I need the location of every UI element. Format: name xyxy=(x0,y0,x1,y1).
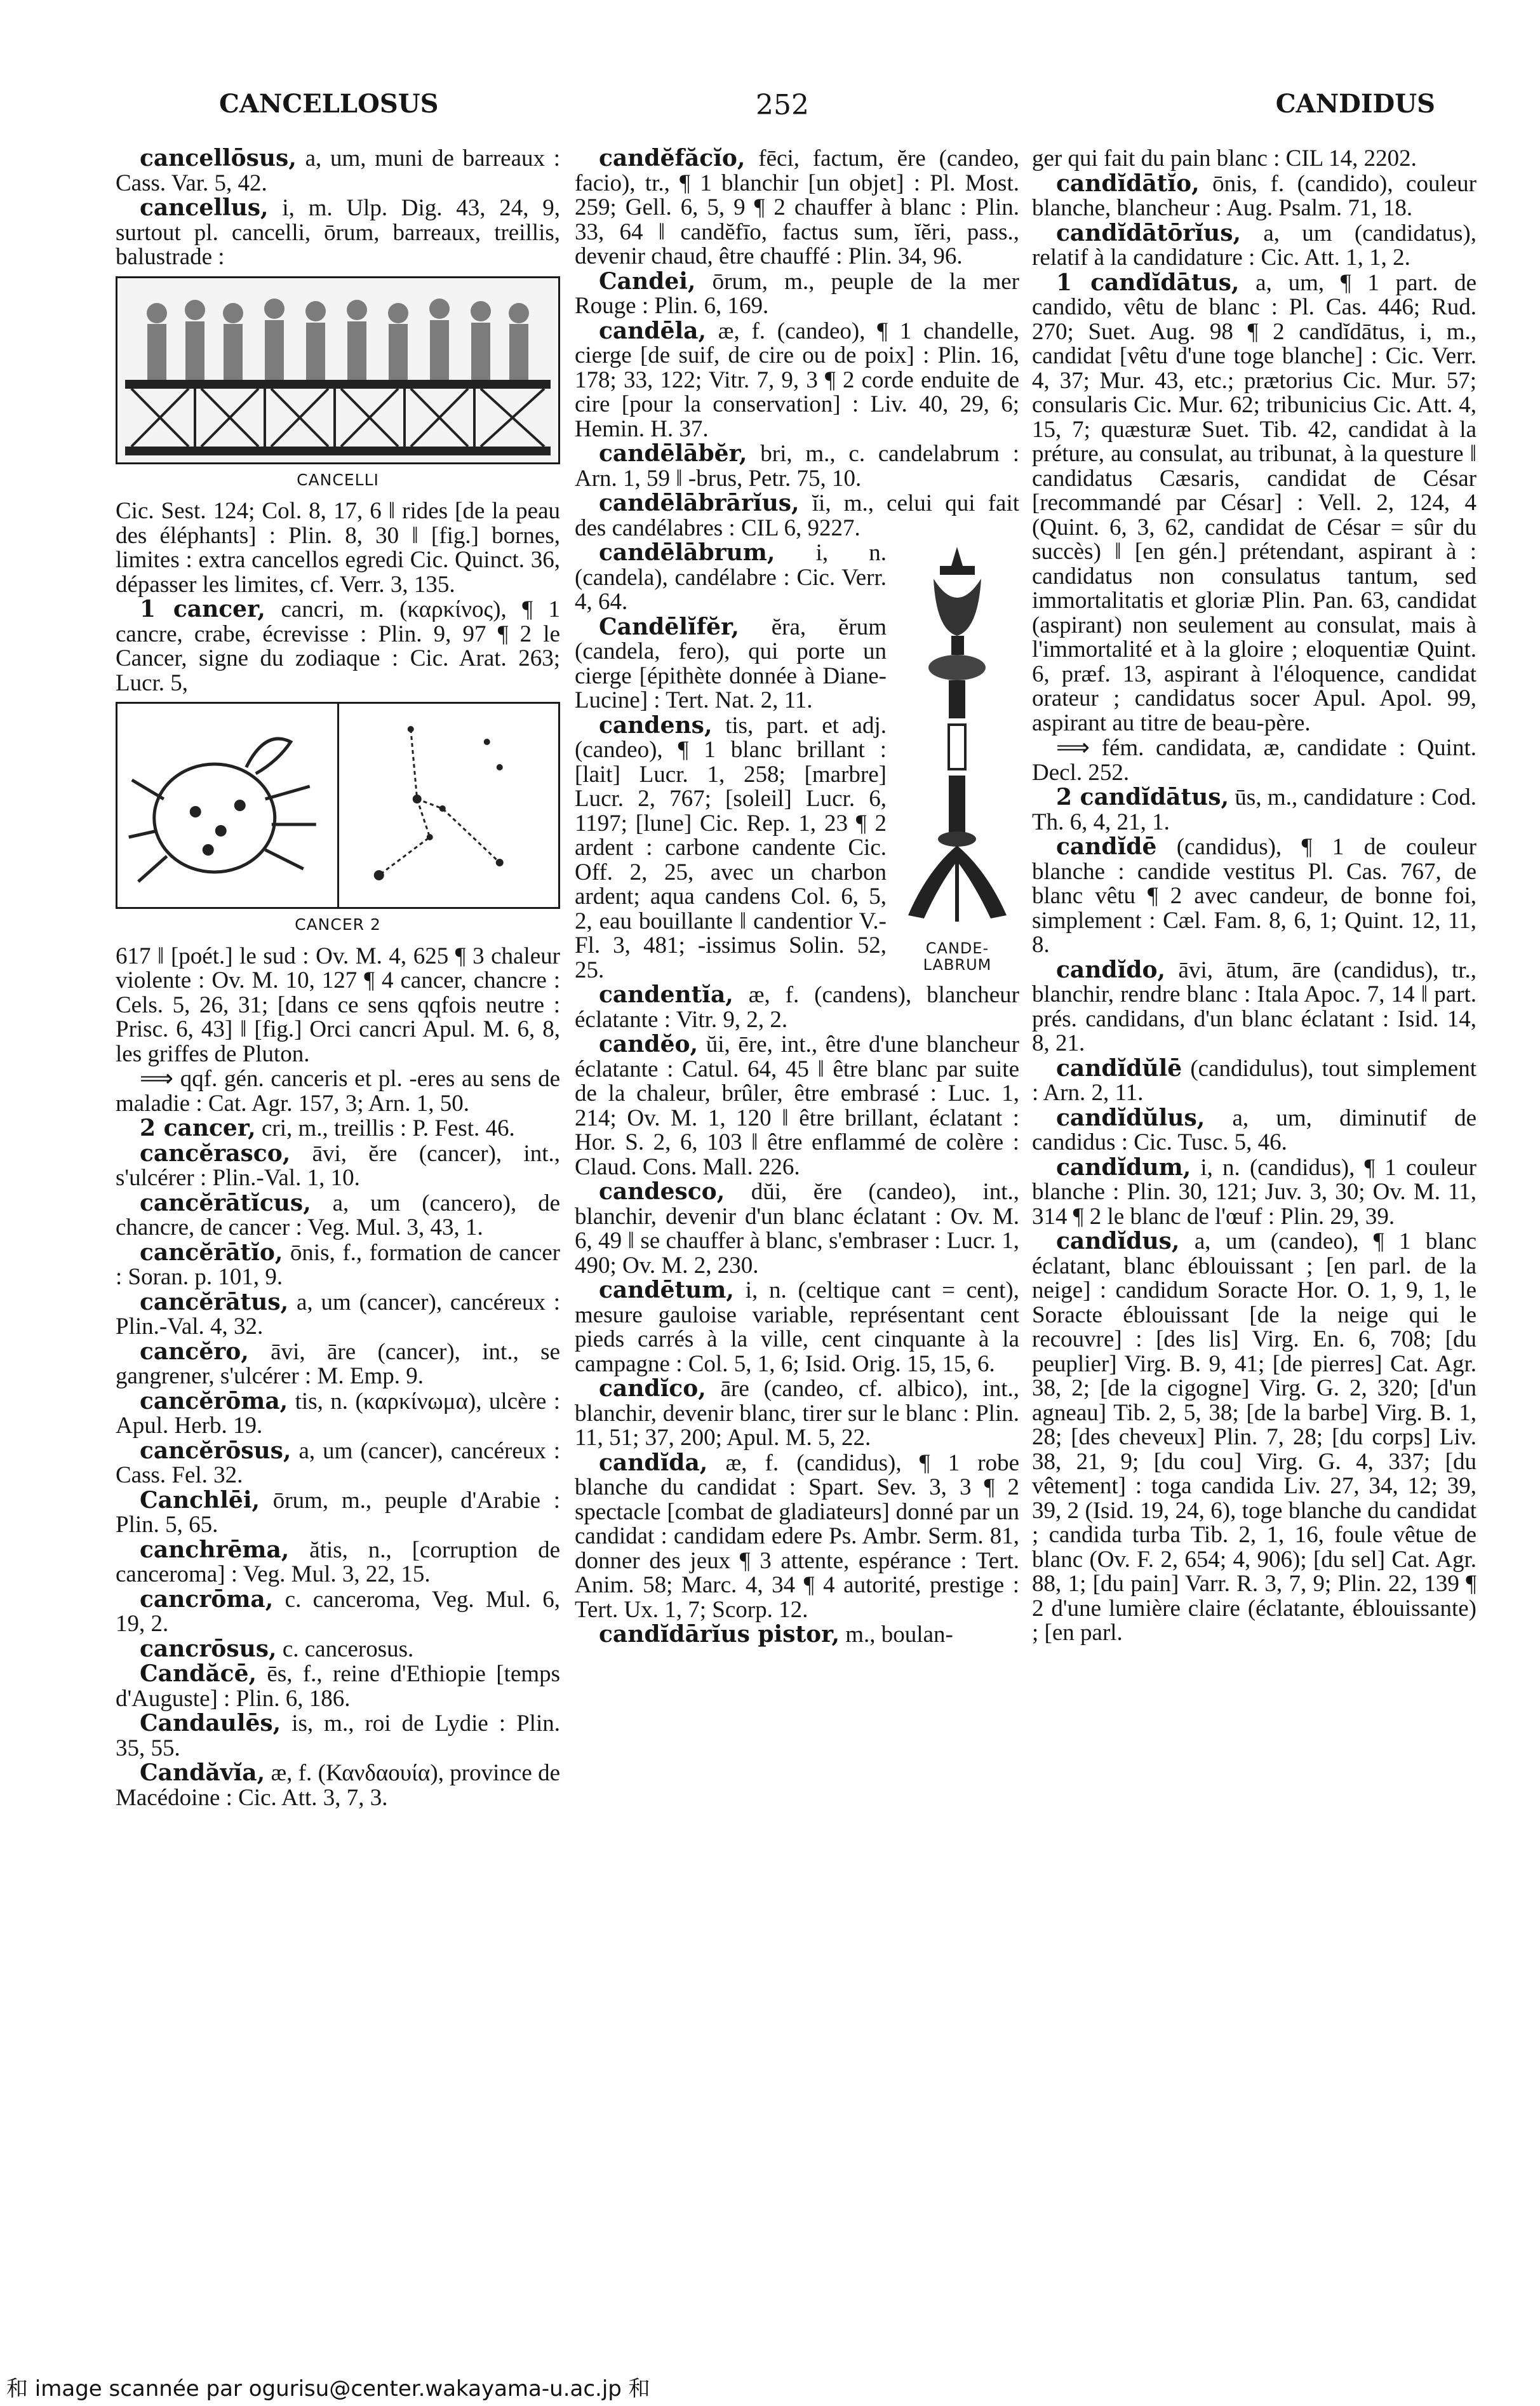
dictionary-entry: ⟹ qqf. gén. canceris et pl. -eres au sens de maladie : Cat. Agr. 157, 3; Arn. 1, 50. xyxy=(116,1066,560,1117)
dictionary-entry: cancĕrōsus, a, um (cancer), cancéreux : Cass. Fel. 32. xyxy=(116,1437,560,1488)
page-header xyxy=(111,89,1492,127)
dictionary-entry: cancellus, i, m. Ulp. Dig. 43, 24, 9, surtout pl. cancelli, ōrum, barreaux, treillis, balustrade : xyxy=(116,194,560,270)
dictionary-entry: cancĕrātĭcus, a, um (cancero), de chancre, de cancer : Veg. Mul. 3, 43, 1. xyxy=(116,1189,560,1240)
dictionary-entry: candĭdārĭus pistor, m., boulan- xyxy=(599,1621,953,1648)
dictionary-entry: 617 ‖ [poét.] le sud : Ov. M. 4, 625 ¶ 3 chaleur violente : Ov. M. 10, 127 ¶ 4 cancer, chancre : Cels. 5, 26, 31; [dans ce sens qqfois neutre : Prisc. 6, 43] ‖ [fig.] Orci cancri Apul. M. 6, 8, les griffes de Pluton. xyxy=(116,943,560,1067)
dictionary-entry: candēla, æ, f. (candeo), ¶ 1 chandelle, cierge [de suif, de cire ou de poix] : Plin. 16, 178; 33, 122; Vitr. 7, 9, 3 ¶ 2 corde enduite de cire [pour la conservation] : Liv. 40, 29, 6; Hemin. H. 37. xyxy=(575,317,1019,442)
dictionary-entry: 1 candĭdātus, a, um, ¶ 1 part. de candido, vêtu de blanc : Pl. Cas. 446; Rud. 270; Suet. Aug. 98 ¶ 2 candĭdātus, i, m., candidat [vêtu d'une toge blanche] : Cic. Verr. 4, 37; Mur. 43, etc.; prætorius Cic. Mur. 57; consularis Cic. Mur. 62; tribunicius Cic. Att. 4, 15, 7; quæsturæ Suet. Tib. 42, candidat à la préture, au consulat, au tribunat, à la questure ‖ candidatus Cæsaris, candidat de César [recommandé par César] : Vell. 2, 124, 4 (Quint. 6, 3, 62, candidat de César = sûr du succès) ‖ [en gén.] prétendant, aspirant à : candidatus non consulatus tantum, sed immortalitatis et gloriæ Plin. Pan. 63, candidat (aspirant) non seulement au consulat, mais à l'immortalité et à la gloire ; eloquentiæ Quint. 6, præf. 13, aspirant à l'éloquence, candidat orateur ; candidatus socer Apul. Apol. 99, aspirant au titre de beau-père. xyxy=(1032,269,1476,736)
dictionary-entry: candĭdus, a, um (candeo), ¶ 1 blanc éclatant, blanc éblouissant ; [en parl. de la neige] : candidum Soracte Hor. O. 1, 9, 1, le Soracte éblouissant [de la neige qui le recouvre] : [des lis] Virg. En. 6, 708; [du peuplier] Virg. B. 9, 41; [de pierres] Cat. Agr. 38, 2; [de la cigogne] Virg. G. 2, 320; [d'un agneau] Tib. 2, 5, 38; [de la barbe] Virg. B. 1, 28; [des cheveux] Plin. 7, 28; [du corps] Liv. 38, 21, 9; [du cou] Virg. G. 4, 337; [du vêtement] : toga candida Liv. 27, 34, 12; 39, 39, 2 (Isid. 19, 24, 6), toge blanche du candidat ; candida turba Tib. 2, 1, 16, foule vêtue de blanc (Ov. F. 2, 654; 4, 906); [du sel] Cat. Agr. 88, 1; [du pain] Varr. R. 3, 7, 9; Plin. 22, 139 ¶ 2 d'une lumière claire (éclatante, éblouissante) ; [en parl. xyxy=(1032,1228,1476,1646)
dictionary-entry: candĭdum, i, n. (candidus), ¶ 1 couleur blanche : Plin. 30, 121; Juv. 3, 30; Ov. M. 11, 314 ¶ 2 le blanc de l'œuf : Plin. 29, 39. xyxy=(1032,1153,1476,1230)
dictionary-entry: 2 cancer, cri, m., treillis : P. Fest. 46. xyxy=(140,1115,515,1141)
cancelli-illustration xyxy=(116,276,560,493)
dictionary-entry: cancĕrasco, āvi, ĕre (cancer), int., s'ulcérer : Plin.-Val. 1, 10. xyxy=(116,1139,560,1191)
dictionary-entry: cancĕro, āvi, āre (cancer), int., se gangrener, s'ulcérer : M. Emp. 9. xyxy=(116,1338,560,1389)
column-1 xyxy=(116,146,560,2331)
dictionary-entry: 1 cancer, cancri, m. (καρκίνος), ¶ 1 cancre, crabe, écrevisse : Plin. 9, 97 ¶ 2 le Cancer, signe du zodiaque : Cic. Arat. 263; Lucr. 5, xyxy=(116,596,560,696)
dictionary-entry: cancĕrōma, tis, n. (καρκίνωμα), ulcère : Apul. Herb. 19. xyxy=(116,1387,560,1439)
dictionary-entry: candētum, i, n. (celtique cant = cent), mesure gauloise variable, représentant cent pieds carrés à la ville, cent cinquante à la campagne : Col. 5, 1, 6; Isid. Orig. 15, 15, 6. xyxy=(575,1277,1019,1377)
candelabrum-illustration xyxy=(895,541,1019,973)
dictionary-entry: candĭdē (candidus), ¶ 1 de couleur blanche : candide vestitus Pl. Cas. 767, de blanc vêtu ¶ 2 avec candeur, de bonne foi, simplement : Cæl. Fam. 8, 6, 1; Quint. 12, 11, 8. xyxy=(1032,833,1476,958)
guide-word-right: CANDIDUS xyxy=(1275,89,1435,119)
candelabrum-image xyxy=(895,541,1019,934)
dictionary-entry: canchrēma, ătis, n., [corruption de canceroma] : Veg. Mul. 3, 22, 15. xyxy=(116,1536,560,1587)
dictionary-entry: candĭdātĭo, ōnis, f. (candido), couleur blanche, blancheur : Aug. Psalm. 71, 18. xyxy=(1032,170,1476,221)
dictionary-entry: candēlābrārĭus, ĭi, m., celui qui fait des candélabres : CIL 6, 9227. xyxy=(575,490,1019,541)
dictionary-entry: Canchlēi, ōrum, m., peuple d'Arabie : Plin. 5, 65. xyxy=(116,1486,560,1538)
dictionary-entry: Cic. Sest. 124; Col. 8, 17, 6 ‖ rides [de la peau des éléphants] : Plin. 8, 30 ‖ [fig.] bornes, limites : extra cancellos egredi Cic. Quinct. 36, dépasser les limites, cf. Verr. 3, 135. xyxy=(116,498,560,598)
dictionary-entry: candesco, dŭi, ĕre (candeo), int., blanchir, devenir d'un blanc éclatant : Ov. M. 6, 49 ‖ se chauffer à blanc, s'embraser : Lucr. 1, 490; Ov. M. 2, 230. xyxy=(575,1178,1019,1279)
guide-word-left: CANCELLOSUS xyxy=(219,89,439,119)
dictionary-entry: Candei, ōrum, m., peuple de la mer Rouge : Plin. 6, 169. xyxy=(575,267,1019,319)
dictionary-entry: cancrōsus, c. cancerosus. xyxy=(140,1635,414,1662)
dictionary-entry: candēlābrum, i, n. (candela), candélabre : Cic. Verr. 4, 64. xyxy=(575,539,887,615)
column-2 xyxy=(575,146,1019,2331)
dictionary-entry: Candaulēs, is, m., roi de Lydie : Plin. 35, 55. xyxy=(116,1710,560,1761)
dictionary-entry: ⟹ fém. candidata, æ, candidate : Quint. Decl. 252. xyxy=(1032,735,1476,786)
crab-drawing xyxy=(116,702,339,909)
dictionary-entry: candĕfăcĭo, fēci, factum, ĕre (candeo, facio), tr., ¶ 1 blanchir [un objet] : Pl. Most. 259; Gell. 6, 5, 9 ¶ 2 chauffer à blanc : Plin. 33, 64 ‖ candĕfīo, factus sum, ĭĕri, pass., devenir chaud, être chauffé : Plin. 34, 96. xyxy=(575,146,1019,269)
dictionary-entry: candĭda, æ, f. (candidus), ¶ 1 robe blanche du candidat : Spart. Sev. 3, 3 ¶ 2 spectacle [combat de gladiateurs] donné par un candidat : candidam edere Ps. Ambr. Serm. 81, donner des jeux ¶ 3 attente, espérance : Tert. Anim. 58; Marc. 4, 34 ¶ 4 autorité, prestige : Tert. Ux. 1, 7; Scorp. 12. xyxy=(575,1449,1019,1623)
dictionary-entry: ger qui fait du pain blanc : CIL 14, 2202. xyxy=(1032,146,1417,171)
scan-credit: 和 image scannée par ogurisu@center.wakayama-u.ac.jp 和 xyxy=(6,2376,650,2402)
dictionary-entry: candēlābĕr, bri, m., c. candelabrum : Arn. 1, 59 ‖ -brus, Petr. 75, 10. xyxy=(575,440,1019,492)
dictionary-entry: Candăcē, ēs, f., reine d'Ethiopie [temps d'Auguste] : Plin. 6, 186. xyxy=(116,1660,560,1712)
balustrade-image xyxy=(117,278,558,462)
dictionary-entry: candĭco, āre (candeo, cf. albico), int., blanchir, devenir blanc, tirer sur le blanc : Plin. 11, 51; 37, 200; Apul. M. 5, 22. xyxy=(575,1375,1019,1451)
dictionary-entry: candĭdŭlus, a, um, diminutif de candidus : Cic. Tusc. 5, 46. xyxy=(1032,1104,1476,1155)
column-3 xyxy=(1032,146,1476,2331)
dictionary-entry: candĭdo, āvi, ātum, āre (candidus), tr., blanchir, rendre blanc : Itala Apoc. 7, 14 ‖ part. prés. candidans, d'un blanc éclatant : Isid. 14, 8, 21. xyxy=(1032,956,1476,1056)
dictionary-entry: candentĭa, æ, f. (candens), blancheur éclatante : Vitr. 9, 2, 2. xyxy=(575,981,1019,1033)
dictionary-entry: Candăvĭa, æ, f. (Κανδαουία), province de Macédoine : Cic. Att. 3, 7, 3. xyxy=(116,1759,560,1811)
cancer-illustration xyxy=(116,702,560,938)
dictionary-entry: cancĕrātus, a, um (cancer), cancéreux : Plin.-Val. 4, 32. xyxy=(116,1288,560,1340)
figure-caption: CANCER 2 xyxy=(295,915,381,934)
dictionary-entry: 2 candĭdātus, ūs, m., candidature : Cod. Th. 6, 4, 21, 1. xyxy=(1032,784,1476,835)
page-number: 252 xyxy=(756,89,809,121)
dictionary-entry: candĭdŭlē (candidulus), tout simplement : Arn. 2, 11. xyxy=(1032,1054,1476,1106)
figure-caption: CANCELLI xyxy=(297,470,379,489)
dictionary-entry: Candēlĭfĕr, ĕra, ĕrum (candela, fero), qui porte un cierge [épithète donnée à Diane-Lucine] : Tert. Nat. 2, 11. xyxy=(575,613,887,713)
dictionary-entry: cancĕrātĭo, ōnis, f., formation de cancer : Soran. p. 101, 9. xyxy=(116,1239,560,1290)
figure-caption: CANDE-LABRUM xyxy=(923,939,992,974)
dictionary-entry: cancrōma, c. canceroma, Veg. Mul. 6, 19, 2. xyxy=(116,1585,560,1637)
dictionary-entry: candens, tis, part. et adj. (candeo), ¶ 1 blanc brillant : [lait] Lucr. 1, 258; [marbre] Lucr. 2, 767; [soleil] Lucr. 6, 1197; [lune] Cic. Rep. 1, 23 ¶ 2 ardent : carbone candente Cic. Off. 2, 25, avec un charbon ardent; aqua candens Col. 6, 5, 2, eau bouillante ‖ candentior V.-Fl. 3, 481; -issimus Solin. 52, 25. xyxy=(575,711,887,983)
dictionary-entry: candĕo, ŭi, ēre, int., être d'une blancheur éclatante : Catul. 64, 45 ‖ être blanc par suite de la chaleur, brûler, être embrasé : Luc. 1, 214; Ov. M. 1, 120 ‖ être brillant, éclatant : Hor. S. 2, 6, 103 ‖ être enflammé de colère : Claud. Cons. Mall. 226. xyxy=(575,1031,1019,1180)
dictionary-entry: cancellōsus, a, um, muni de barreaux : Cass. Var. 5, 42. xyxy=(116,146,560,196)
constellation-drawing xyxy=(339,702,561,909)
dictionary-entry: candĭdātōrĭus, a, um (candidatus), relatif à la candidature : Cic. Att. 1, 1, 2. xyxy=(1032,219,1476,271)
